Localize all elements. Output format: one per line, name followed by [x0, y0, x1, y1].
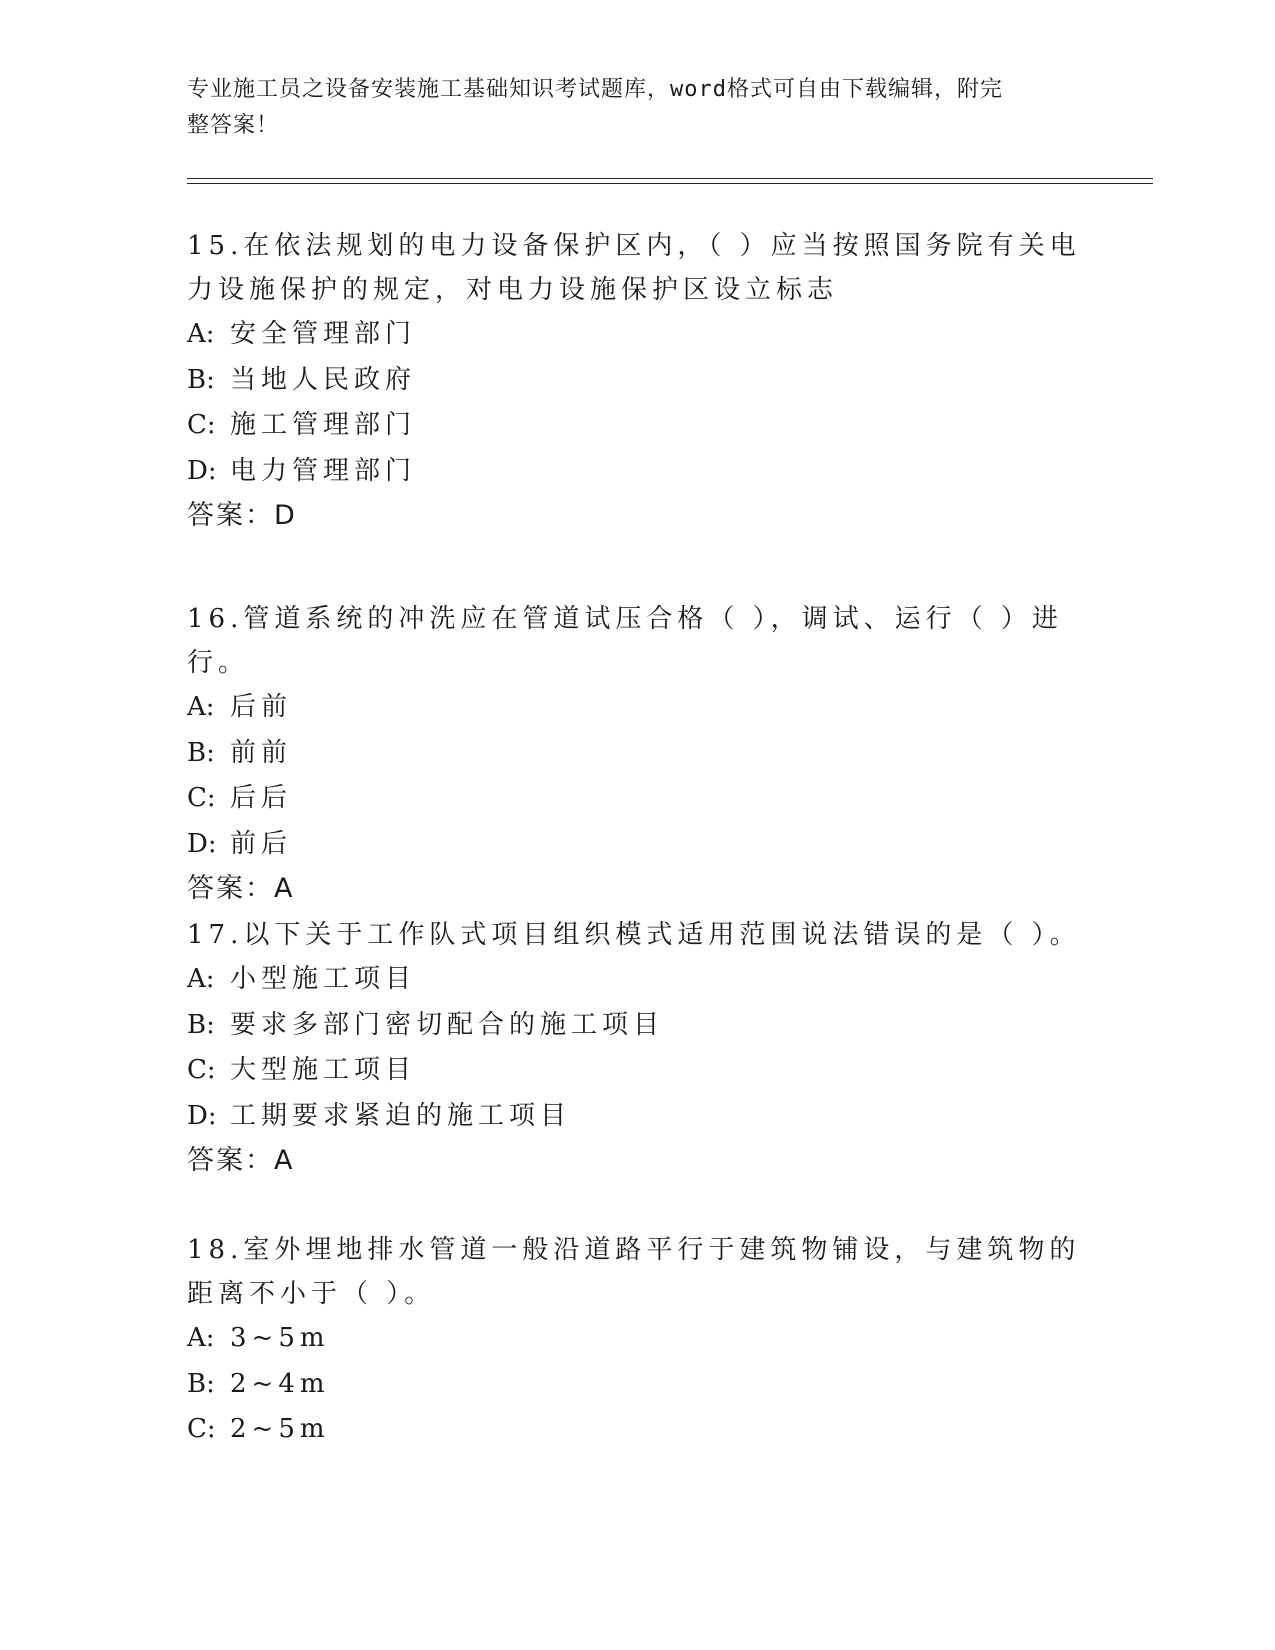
- option-c: [187, 1407, 1087, 1453]
- option-text: 要求多部门密切配合的施工项目: [230, 1009, 665, 1040]
- option-key: C:: [187, 783, 216, 813]
- option-text: 电力管理部门: [230, 455, 417, 486]
- option-text: 前前: [230, 737, 293, 768]
- question-stem: 18.室外埋地排水管道一般沿道路平行于建筑物铺设，与建筑物的距离不小于（ ）。: [187, 1235, 1081, 1309]
- option-key: A:: [187, 1323, 215, 1353]
- question-stem: 17.以下关于工作队式项目组织模式适用范围说法错误的是（ ）。: [187, 920, 1081, 950]
- question-stem: 15.在依法规划的电力设备保护区内，（ ）应当按照国务院有关电力设施保护的规定，对电力设施保护区设立标志: [187, 231, 1081, 305]
- option-text: 3~5m: [230, 1323, 330, 1353]
- option-d: [187, 1094, 1087, 1140]
- option-text: 小型施工项目: [230, 964, 417, 994]
- option-text: 2~4m: [230, 1368, 330, 1399]
- answer-label: 答案：A: [187, 1145, 295, 1176]
- option-text: 工期要求紧迫的施工项目: [230, 1100, 572, 1131]
- option-c: [187, 403, 1087, 449]
- header-line-1: 专业施工员之设备安装施工基础知识考试题库，word格式可自由下载编辑，附完: [187, 77, 1003, 102]
- option-c: [187, 776, 1087, 822]
- option-a: [187, 685, 1087, 731]
- option-d: [187, 449, 1087, 495]
- option-key: D:: [187, 1100, 217, 1131]
- question-18: [187, 1228, 1087, 1453]
- option-key: D:: [187, 828, 217, 859]
- question-17: [187, 913, 1087, 1183]
- option-key: B:: [187, 364, 215, 395]
- option-text: 后后: [230, 783, 293, 813]
- option-text: 后前: [230, 692, 293, 722]
- option-text: 大型施工项目: [230, 1055, 417, 1085]
- option-text: 2~5m: [230, 1414, 330, 1444]
- option-text: 前后: [230, 828, 293, 859]
- option-a: [187, 312, 1087, 358]
- option-b: [187, 1003, 1087, 1049]
- option-b: [187, 358, 1087, 404]
- option-key: C:: [187, 1414, 216, 1444]
- question-15: [187, 224, 1087, 538]
- header-line-2: 整答案！: [187, 113, 280, 138]
- option-key: A:: [187, 692, 215, 722]
- option-key: D:: [187, 455, 217, 486]
- answer-label: 答案：A: [187, 873, 295, 904]
- header-divider-bottom: [187, 183, 1153, 184]
- option-key: C:: [187, 1055, 216, 1085]
- document-header: [187, 72, 1087, 144]
- option-a: [187, 1316, 1087, 1362]
- question-stem: 16.管道系统的冲洗应在管道试压合格（ ），调试、运行（ ）进行。: [187, 604, 1063, 678]
- option-key: B:: [187, 1368, 215, 1399]
- option-key: B:: [187, 1009, 215, 1040]
- option-b: [187, 1362, 1087, 1408]
- option-key: B:: [187, 737, 215, 768]
- option-text: 当地人民政府: [230, 364, 417, 395]
- option-key: A:: [187, 319, 215, 349]
- option-text: 安全管理部门: [230, 319, 417, 349]
- answer-label: 答案：D: [187, 500, 297, 531]
- option-c: [187, 1048, 1087, 1094]
- option-b: [187, 731, 1087, 777]
- option-key: A:: [187, 964, 215, 994]
- question-16: [187, 597, 1087, 911]
- option-key: C:: [187, 410, 216, 440]
- option-a: [187, 957, 1087, 1003]
- option-d: [187, 822, 1087, 868]
- option-text: 施工管理部门: [230, 410, 417, 440]
- header-divider-top: [187, 178, 1153, 179]
